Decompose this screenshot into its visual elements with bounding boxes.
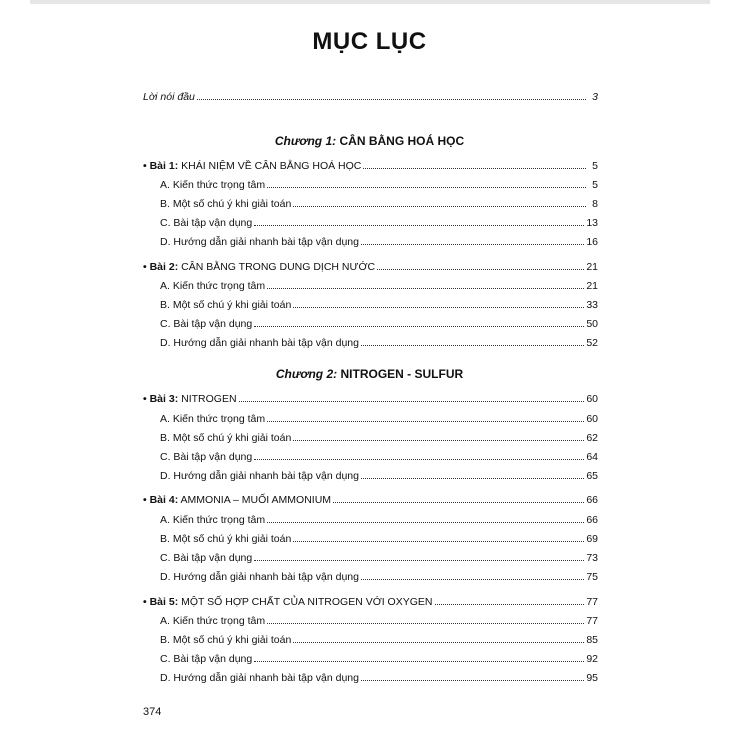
toc-entry-label: B. Một số chú ý khi giải toán bbox=[160, 634, 292, 646]
lesson-title: CÂN BẰNG TRONG DUNG DỊCH NƯỚC bbox=[181, 261, 376, 273]
chapter-heading bbox=[0, 134, 739, 148]
toc-page-number: 64 bbox=[586, 451, 598, 463]
dot-leader bbox=[239, 392, 585, 402]
dot-leader bbox=[267, 614, 584, 624]
toc-entry-item[interactable] bbox=[160, 336, 598, 350]
toc-entry-item[interactable] bbox=[160, 216, 598, 230]
toc-entry-item[interactable] bbox=[160, 652, 598, 666]
chapter-number: Chương 2: bbox=[275, 367, 338, 381]
toc-page-number: 50 bbox=[586, 318, 598, 330]
lesson-prefix: • Bài 5: bbox=[143, 596, 179, 608]
toc-entry-label: B. Một số chú ý khi giải toán bbox=[160, 533, 292, 545]
toc-page-number: 52 bbox=[586, 337, 598, 349]
toc-page-number: 16 bbox=[586, 236, 598, 248]
dot-leader bbox=[363, 159, 586, 169]
chapter-heading bbox=[0, 367, 739, 381]
toc-entry-item[interactable] bbox=[160, 317, 598, 331]
dot-leader bbox=[267, 178, 586, 188]
toc-page-number: 3 bbox=[592, 91, 598, 103]
dot-leader bbox=[267, 412, 584, 422]
toc-page-number: 65 bbox=[586, 470, 598, 482]
toc-entry-item[interactable] bbox=[160, 298, 598, 312]
toc-entry-item[interactable] bbox=[160, 614, 598, 628]
dot-leader bbox=[361, 570, 584, 580]
dot-leader bbox=[361, 671, 584, 681]
lesson-prefix: • Bài 4: bbox=[143, 494, 179, 506]
dot-leader bbox=[333, 493, 584, 503]
toc-page-number: 85 bbox=[586, 634, 598, 646]
toc-entry-item[interactable] bbox=[160, 279, 598, 293]
toc-entry-label: C. Bài tập vận dụng bbox=[160, 552, 253, 564]
lesson-prefix: • Bài 2: bbox=[143, 261, 179, 273]
toc-entry-lesson[interactable] bbox=[143, 260, 598, 274]
toc-page-number: 77 bbox=[586, 596, 598, 608]
toc-entry-label: A. Kiến thức trọng tâm bbox=[160, 413, 266, 425]
toc-entry-preface[interactable] bbox=[143, 90, 598, 104]
toc-entry-label: D. Hướng dẫn giải nhanh bài tập vận dụng bbox=[160, 236, 359, 248]
toc-entry-item[interactable] bbox=[160, 671, 598, 685]
toc-entry-item[interactable] bbox=[160, 633, 598, 647]
toc-page-number: 13 bbox=[586, 217, 598, 229]
toc-entry-item[interactable] bbox=[160, 570, 598, 584]
toc-entry-item[interactable] bbox=[160, 551, 598, 565]
dot-leader bbox=[254, 216, 584, 226]
page-title: MỤC LỤC bbox=[312, 28, 427, 55]
toc-page-number: 92 bbox=[586, 653, 598, 665]
lesson-prefix: • Bài 1: bbox=[143, 160, 179, 172]
dot-leader bbox=[267, 279, 584, 289]
toc-entry-item[interactable] bbox=[160, 197, 598, 211]
dot-leader bbox=[293, 633, 584, 643]
toc-entry-label: B. Một số chú ý khi giải toán bbox=[160, 432, 292, 444]
toc-page-number: 75 bbox=[586, 571, 598, 583]
toc-page-number: 5 bbox=[592, 179, 598, 191]
dot-leader bbox=[361, 336, 584, 346]
dot-leader bbox=[377, 260, 584, 270]
lesson-title: AMMONIA – MUỐI AMMONIUM bbox=[180, 494, 332, 506]
chapter-title: NITROGEN - SULFUR bbox=[340, 367, 464, 381]
toc-page-number: 8 bbox=[592, 198, 598, 210]
chapter-title: CÂN BẰNG HOÁ HỌC bbox=[339, 134, 465, 148]
chapter-number: Chương 1: bbox=[274, 134, 337, 148]
toc-page-number: 66 bbox=[586, 514, 598, 526]
toc-entry-label: Lời nói đầu bbox=[143, 91, 195, 103]
toc-entry-label: B. Một số chú ý khi giải toán bbox=[160, 198, 292, 210]
toc-entry-label: A. Kiến thức trọng tâm bbox=[160, 280, 266, 292]
toc-entry-lesson[interactable] bbox=[143, 493, 598, 507]
toc-entry-lesson[interactable] bbox=[143, 159, 598, 173]
toc-page-number: 33 bbox=[586, 299, 598, 311]
dot-leader bbox=[435, 595, 585, 605]
toc-entry-lesson[interactable] bbox=[143, 595, 598, 609]
toc-entry-label: A. Kiến thức trọng tâm bbox=[160, 179, 266, 191]
toc-entry-label: C. Bài tập vận dụng bbox=[160, 318, 253, 330]
dot-leader bbox=[267, 513, 584, 523]
dot-leader bbox=[254, 450, 584, 460]
page-number: 374 bbox=[143, 706, 162, 718]
dot-leader bbox=[197, 90, 586, 100]
toc-entry-label: A. Kiến thức trọng tâm bbox=[160, 514, 266, 526]
toc-page-number: 66 bbox=[586, 494, 598, 506]
dot-leader bbox=[293, 298, 584, 308]
toc-entry-item[interactable] bbox=[160, 469, 598, 483]
dot-leader bbox=[254, 317, 584, 327]
toc-page-number: 5 bbox=[592, 160, 598, 172]
dot-leader bbox=[293, 532, 584, 542]
toc-entry-label: D. Hướng dẫn giải nhanh bài tập vận dụng bbox=[160, 470, 359, 482]
toc-entry-label: D. Hướng dẫn giải nhanh bài tập vận dụng bbox=[160, 571, 359, 583]
toc-page-number: 77 bbox=[586, 615, 598, 627]
toc-entry-item[interactable] bbox=[160, 532, 598, 546]
lesson-prefix: • Bài 3: bbox=[143, 393, 179, 405]
toc-page-number: 95 bbox=[586, 672, 598, 684]
dot-leader bbox=[361, 469, 584, 479]
dot-leader bbox=[254, 551, 584, 561]
dot-leader bbox=[361, 235, 584, 245]
dot-leader bbox=[254, 652, 584, 662]
dot-leader bbox=[293, 197, 586, 207]
lesson-title: MỘT SỐ HỢP CHẤT CỦA NITROGEN VỚI OXYGEN bbox=[181, 596, 433, 608]
lesson-title: KHÁI NIỆM VỀ CÂN BẰNG HOÁ HỌC bbox=[181, 160, 362, 172]
toc-page-number: 21 bbox=[586, 280, 598, 292]
toc-page-number: 21 bbox=[586, 261, 598, 273]
toc-entry-item[interactable] bbox=[160, 178, 598, 192]
dot-leader bbox=[293, 431, 584, 441]
toc-page-number: 60 bbox=[586, 413, 598, 425]
toc-entry-label: A. Kiến thức trọng tâm bbox=[160, 615, 266, 627]
toc-entry-item[interactable] bbox=[160, 235, 598, 249]
toc-entry-item[interactable] bbox=[160, 431, 598, 445]
toc-entry-item[interactable] bbox=[160, 513, 598, 527]
toc-entry-label: C. Bài tập vận dụng bbox=[160, 451, 253, 463]
lesson-title: NITROGEN bbox=[181, 393, 237, 405]
toc-entry-lesson[interactable] bbox=[143, 392, 598, 406]
toc-entry-label: C. Bài tập vận dụng bbox=[160, 217, 253, 229]
toc-entry-item[interactable] bbox=[160, 412, 598, 426]
toc-page-number: 69 bbox=[586, 533, 598, 545]
toc-entry-label: D. Hướng dẫn giải nhanh bài tập vận dụng bbox=[160, 337, 359, 349]
toc-entry-label: D. Hướng dẫn giải nhanh bài tập vận dụng bbox=[160, 672, 359, 684]
toc-entry-label: C. Bài tập vận dụng bbox=[160, 653, 253, 665]
toc-page-number: 73 bbox=[586, 552, 598, 564]
toc-entry-item[interactable] bbox=[160, 450, 598, 464]
toc-entry-label: B. Một số chú ý khi giải toán bbox=[160, 299, 292, 311]
toc-page-number: 60 bbox=[586, 393, 598, 405]
toc-page-number: 62 bbox=[586, 432, 598, 444]
